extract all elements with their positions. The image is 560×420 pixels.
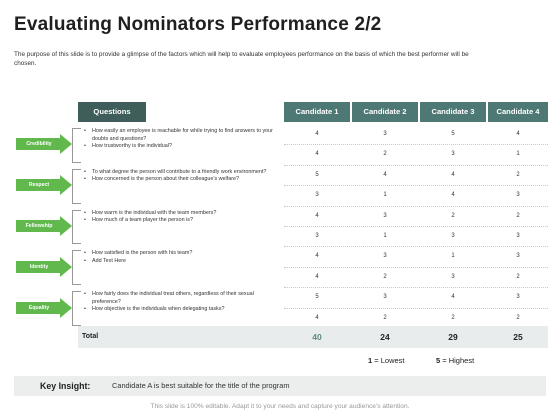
- total-row: [78, 326, 548, 348]
- question-item: [84, 306, 274, 314]
- question-item: [84, 128, 274, 143]
- category-label: Identity: [29, 263, 49, 270]
- key-insight-label: Key Insight:: [40, 381, 91, 391]
- score-cell: 2: [451, 212, 455, 219]
- question-item: [84, 217, 274, 225]
- question-item: [84, 143, 274, 151]
- bullet-icon: •: [84, 128, 86, 134]
- score-cell: 4: [315, 253, 319, 260]
- score-cell: 3: [315, 192, 319, 199]
- category-arrow-identity: [16, 257, 72, 277]
- category-arrow-fellowship: [16, 216, 72, 236]
- score-cell: 4: [315, 314, 319, 321]
- score-cell: 4: [383, 171, 387, 178]
- bullet-icon: •: [84, 257, 86, 264]
- score-cell: 3: [516, 233, 520, 239]
- score-cell: 1: [383, 192, 387, 199]
- score-cell: 4: [315, 131, 319, 137]
- score-cell: 3: [383, 253, 387, 260]
- bullet-icon: •: [84, 143, 86, 150]
- key-insight-text: Candidate A is best suitable for the title of the program: [112, 381, 290, 390]
- score-cell: 1: [516, 151, 520, 158]
- total-candidate-2: 24: [380, 332, 390, 342]
- question-item: [84, 291, 274, 306]
- bullet-icon: •: [84, 209, 86, 216]
- page-subtitle: The purpose of this slide is to provide a glimpse of the factors which will help to evaluate employees performance on the basis of which the best performer will be chosen.: [14, 51, 469, 67]
- score-cell: 5: [451, 131, 455, 137]
- legend-low-value: 1: [368, 356, 373, 365]
- group-bracket: [72, 210, 81, 245]
- score-cell: 4: [451, 171, 455, 178]
- legend-high-value: 5: [436, 356, 441, 365]
- score-cell: 3: [383, 131, 387, 137]
- total-candidate-1: 40: [312, 332, 322, 342]
- question-text: How objective is the individuals when delegating tasks?: [92, 306, 225, 313]
- legend-high-label: = Highest: [442, 356, 475, 365]
- question-group-credibility: [84, 128, 274, 151]
- bullet-icon: •: [84, 250, 86, 257]
- category-label: Respect: [28, 182, 50, 189]
- question-item: [84, 258, 274, 266]
- question-group-fellowship: [84, 210, 274, 225]
- score-cell: 3: [451, 151, 455, 158]
- question-text: How warm is the individual with the team members?: [92, 209, 217, 216]
- group-bracket: [72, 291, 81, 326]
- question-text: How fairly does the individual treat others, regardless of their sexual preference?: [92, 291, 254, 305]
- score-cell: 2: [516, 171, 520, 178]
- score-cell: 2: [383, 314, 387, 321]
- candidate-1-header: Candidate 1: [284, 102, 350, 122]
- total-candidate-4: 25: [513, 332, 523, 342]
- candidate-2-header: Candidate 2: [352, 102, 418, 122]
- question-group-respect: [84, 169, 274, 184]
- score-cell: 5: [315, 294, 319, 301]
- group-bracket: [72, 250, 81, 285]
- score-cell: 4: [451, 294, 455, 301]
- bullet-icon: •: [84, 306, 86, 313]
- score-cell: 4: [315, 273, 319, 280]
- question-text: How satisfied is the person with his team?: [92, 250, 193, 257]
- bullet-icon: •: [84, 291, 86, 298]
- questions-header: Questions: [78, 102, 146, 122]
- score-cell: 1: [383, 233, 387, 239]
- category-arrow-credibility: [16, 134, 72, 154]
- legend-lowest: [368, 356, 405, 365]
- footer-note: This slide is 100% editable. Adapt it to your needs and capture your audience's attention.: [150, 403, 410, 410]
- score-cell: 4: [516, 131, 520, 137]
- page-title: Evaluating Nominators Performance 2/2: [14, 14, 382, 35]
- bullet-icon: •: [84, 168, 86, 175]
- question-text: How concerned is the person about their colleague’s welfare?: [92, 176, 240, 183]
- question-group-equality: [84, 291, 274, 314]
- bullet-icon: •: [84, 176, 86, 183]
- total-candidate-3: 29: [448, 332, 458, 342]
- score-cell: 2: [516, 314, 520, 321]
- score-cell: 4: [315, 212, 319, 219]
- score-cell: 3: [383, 294, 387, 301]
- question-group-identity: [84, 250, 274, 265]
- score-cell: 3: [516, 294, 520, 301]
- score-cell: 3: [516, 192, 520, 199]
- bullet-icon: •: [84, 217, 86, 224]
- score-cell: 2: [516, 212, 520, 219]
- score-cell: 3: [451, 273, 455, 280]
- question-text: How easily an employee is reachable for while trying to find answers to your doubts and questions?: [92, 128, 273, 142]
- question-text: How much of a team player the person is?: [92, 217, 193, 224]
- score-cell: 3: [516, 253, 520, 260]
- category-arrow-equality: [16, 298, 72, 318]
- group-bracket: [72, 128, 81, 163]
- question-item: [84, 250, 274, 258]
- score-cell: 2: [383, 273, 387, 280]
- category-label: Credibility: [26, 141, 52, 148]
- category-label: Equality: [28, 304, 50, 311]
- score-cell: 4: [315, 151, 319, 158]
- category-arrow-respect: [16, 175, 72, 195]
- question-item: [84, 169, 274, 177]
- candidate-4-header: Candidate 4: [488, 102, 548, 122]
- candidate-3-header: Candidate 3: [420, 102, 486, 122]
- question-item: [84, 210, 274, 218]
- category-label: Fellowship: [25, 223, 53, 229]
- question-item: [84, 176, 274, 184]
- score-cell: 2: [516, 273, 520, 280]
- score-cell: 4: [451, 192, 455, 199]
- question-text: How trustworthy is the individual?: [92, 143, 172, 150]
- score-cell: 2: [383, 151, 387, 158]
- score-cell: 5: [315, 171, 319, 178]
- score-cell: 3: [383, 212, 387, 219]
- score-cell: 3: [315, 233, 319, 239]
- score-cell: 2: [451, 314, 455, 321]
- question-text: To what degree the person will contribute to a friendly work environment?: [92, 168, 267, 175]
- key-insight-bar: [14, 376, 546, 396]
- score-cell: 1: [451, 253, 455, 260]
- legend-highest: [436, 356, 474, 365]
- total-label: Total: [82, 333, 99, 340]
- score-cell: 3: [451, 233, 455, 239]
- group-bracket: [72, 169, 81, 204]
- question-text: Add Text Here: [92, 257, 127, 264]
- legend-low-label: = Lowest: [374, 356, 405, 365]
